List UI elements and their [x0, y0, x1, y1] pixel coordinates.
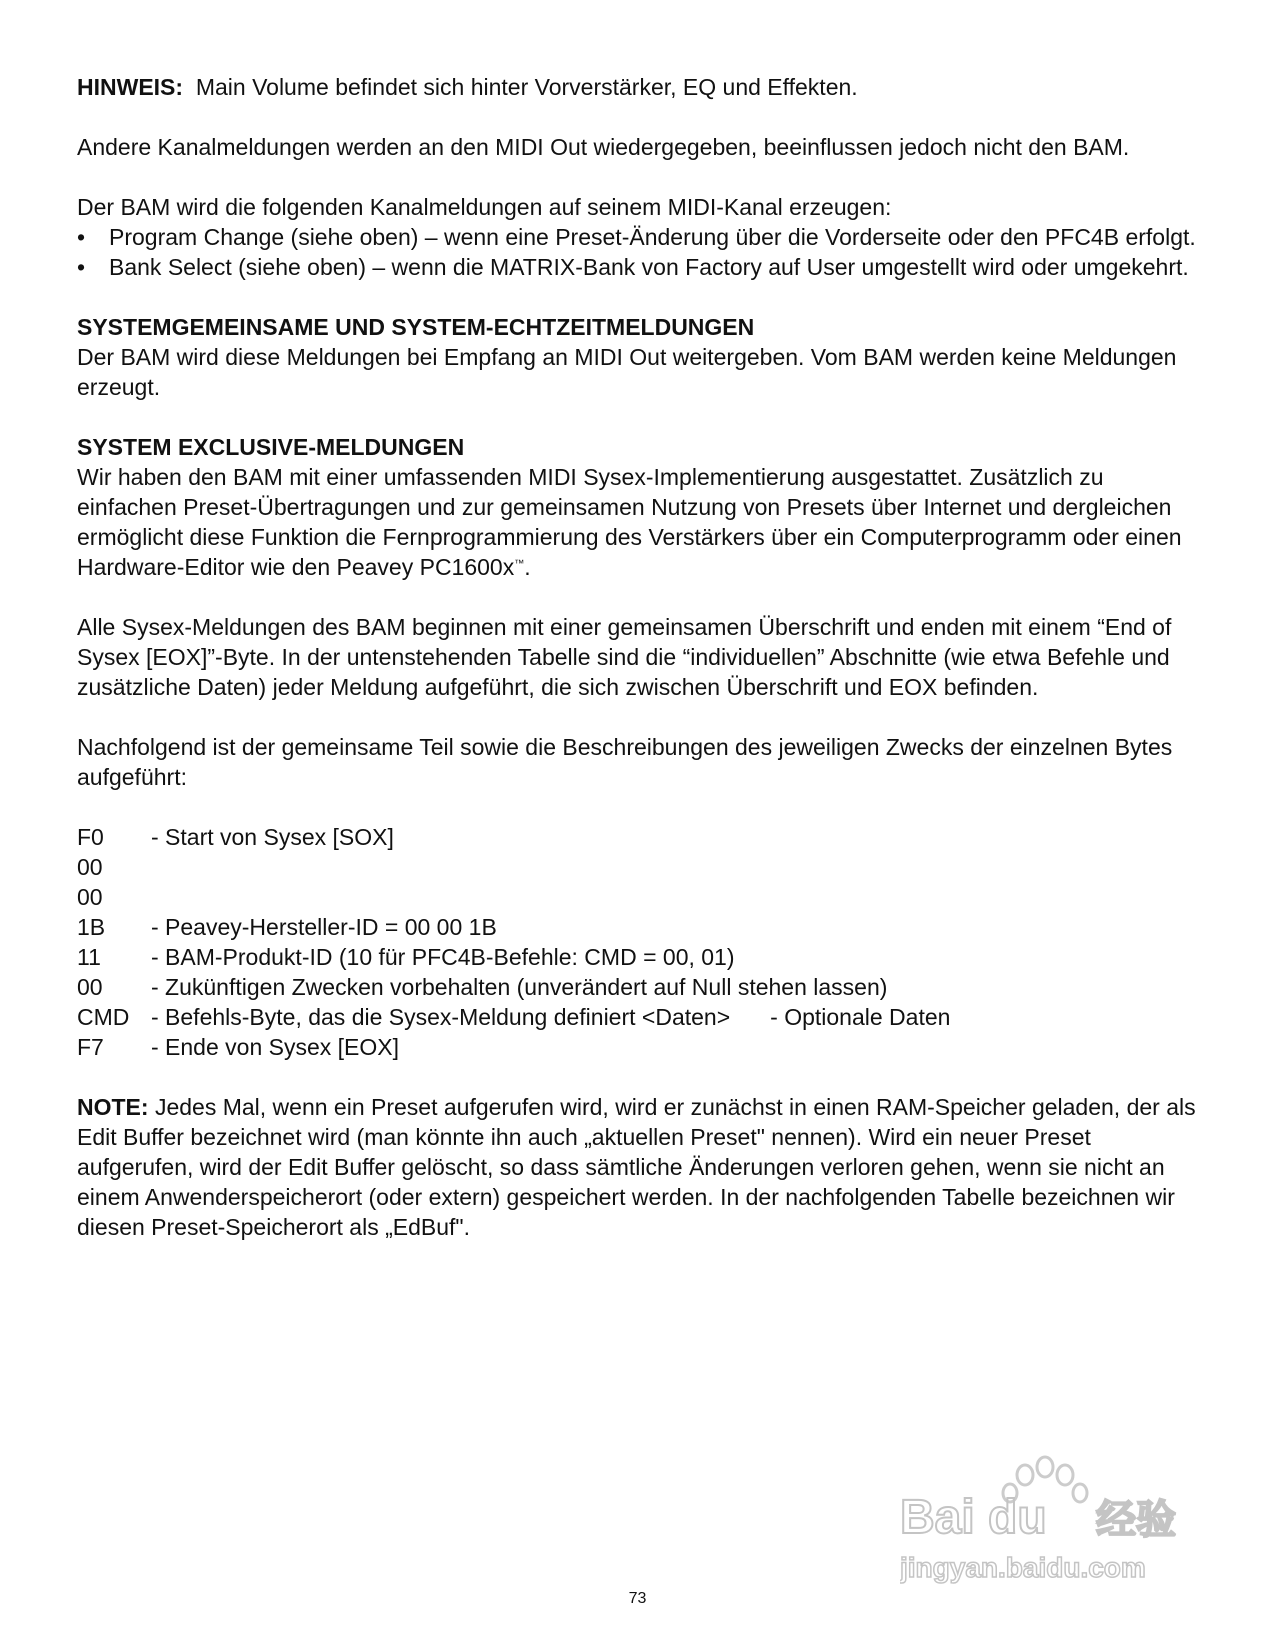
table-row [77, 1002, 1207, 1032]
watermark-url: jingyan.baidu.com [900, 1552, 1146, 1583]
bullet-marker: • [77, 254, 86, 280]
byte-description [151, 1002, 1207, 1032]
der-bam-paragraph: Der BAM wird die folgenden Kanalmeldungen auf seinem MIDI-Kanal erzeugen: [77, 194, 892, 220]
system-paragraph: Der BAM wird diese Meldungen bei Empfang an MIDI Out weitergeben. Vom BAM werden keine Meldungen erzeugt. [77, 344, 1177, 400]
baidu-jingyan-watermark [900, 1455, 1200, 1595]
byte-code: 1B [77, 914, 106, 940]
note-text: Jedes Mal, wenn ein Preset aufgerufen wird, wird er zunächst in einen RAM-Speicher geladen, der als Edit Buffer bezeichnet wird (man könnte ihn auch „aktuellen Preset" nennen). Wird ein neuer Preset aufgerufen, wird der Edit Buffer gelöscht, so dass sämtliche Änderungen verloren gehen, wenn sie nicht an einem Anwenderspeicherort (oder extern) gespeichert werden. In der nachfolgenden Tabelle bezeichnen wir diesen Preset-Speicherort als „EdBuf". [77, 1094, 1196, 1240]
bullet-list [77, 222, 1207, 282]
sysex-paragraph [77, 462, 1207, 582]
andere-paragraph: Andere Kanalmeldungen werden an den MIDI Out wiedergegeben, beeinflussen jedoch nicht den BAM. [77, 134, 1130, 160]
byte-code: CMD [77, 1004, 130, 1030]
document-page [77, 72, 1207, 1242]
hinweis-text: Main Volume befindet sich hinter Vorverstärker, EQ und Effekten. [195, 74, 858, 100]
nachfolgend-paragraph: Nachfolgend ist der gemeinsame Teil sowie die Beschreibungen des jeweiligen Zwecks der einzelnen Bytes aufgeführt: [77, 734, 1173, 790]
byte-description: - Ende von Sysex [EOX] [151, 1034, 400, 1060]
watermark-cn: 经验 [1096, 1497, 1176, 1543]
note-label: NOTE: [77, 1094, 149, 1120]
byte-description: - Peavey-Hersteller-ID = 00 00 1B [151, 914, 497, 940]
byte-description: - Start von Sysex [SOX] [151, 824, 394, 850]
byte-code: 11 [77, 944, 101, 970]
byte-description: - BAM-Produkt-ID (10 für PFC4B-Befehle: CMD = 00, 01) [151, 944, 735, 970]
byte-code: 00 [77, 884, 103, 910]
table-row [77, 852, 1207, 882]
byte-code: F7 [77, 1034, 104, 1060]
table-row [77, 822, 1207, 852]
sysex-heading: SYSTEM EXCLUSIVE-MELDUNGEN [77, 434, 465, 460]
sysex-text: Wir haben den BAM mit einer umfassenden MIDI Sysex-Implementierung ausgestattet. Zusätzlich zu einfachen Preset-Übertragungen und zur gemeinsamen Nutzung von Presets über Internet und dergleichen ermöglicht diese Funktion die Fernprogrammierung des Verstärkers über ein Computerprogramm oder einen Hardware-Editor wie den Peavey PC1600x [77, 464, 1182, 580]
system-heading: SYSTEMGEMEINSAME UND SYSTEM-ECHTZEITMELDUNGEN [77, 314, 755, 340]
byte-description [151, 882, 1207, 912]
list-item [77, 222, 1207, 252]
byte-description-optional: - Optionale Daten [770, 1004, 951, 1030]
sysex-tail: . [524, 554, 531, 580]
table-row [77, 972, 1207, 1002]
table-row [77, 1032, 1207, 1062]
hinweis-label: HINWEIS: [77, 74, 184, 100]
list-item [77, 252, 1207, 282]
bullet-text: Program Change (siehe oben) – wenn eine Preset-Änderung über die Vorderseite oder den PFC4B erfolgt. [109, 224, 1196, 250]
table-row [77, 882, 1207, 912]
alle-paragraph: Alle Sysex-Meldungen des BAM beginnen mit einer gemeinsamen Überschrift und enden mit einem “End of Sysex [EOX]”-Byte. In der untenstehenden Tabelle sind die “individuellen” Abschnitte (wie etwa Befehle und zusätzliche Daten) jeder Meldung aufgeführt, die sich zwischen Überschrift und EOX befinden. [77, 614, 1172, 700]
bullet-marker: • [77, 224, 86, 250]
byte-description-main: - Befehls-Byte, das die Sysex-Meldung definiert <Daten> [151, 1004, 731, 1030]
hinweis-paragraph [77, 72, 1207, 102]
table-row [77, 912, 1207, 942]
byte-description [151, 852, 1207, 882]
trademark-symbol: ™ [514, 558, 525, 570]
byte-code: 00 [77, 854, 103, 880]
table-row [77, 942, 1207, 972]
sysex-byte-table [77, 822, 1207, 1062]
byte-code: 00 [77, 974, 103, 1000]
watermark-brand: Bai du [900, 1491, 1047, 1544]
bullet-text: Bank Select (siehe oben) – wenn die MATRIX-Bank von Factory auf User umgestellt wird oder umgekehrt. [109, 254, 1189, 280]
byte-description: - Zukünftigen Zwecken vorbehalten (unverändert auf Null stehen lassen) [151, 974, 888, 1000]
note-paragraph [77, 1092, 1207, 1242]
page-number: 73 [628, 1590, 647, 1607]
byte-code: F0 [77, 824, 104, 850]
